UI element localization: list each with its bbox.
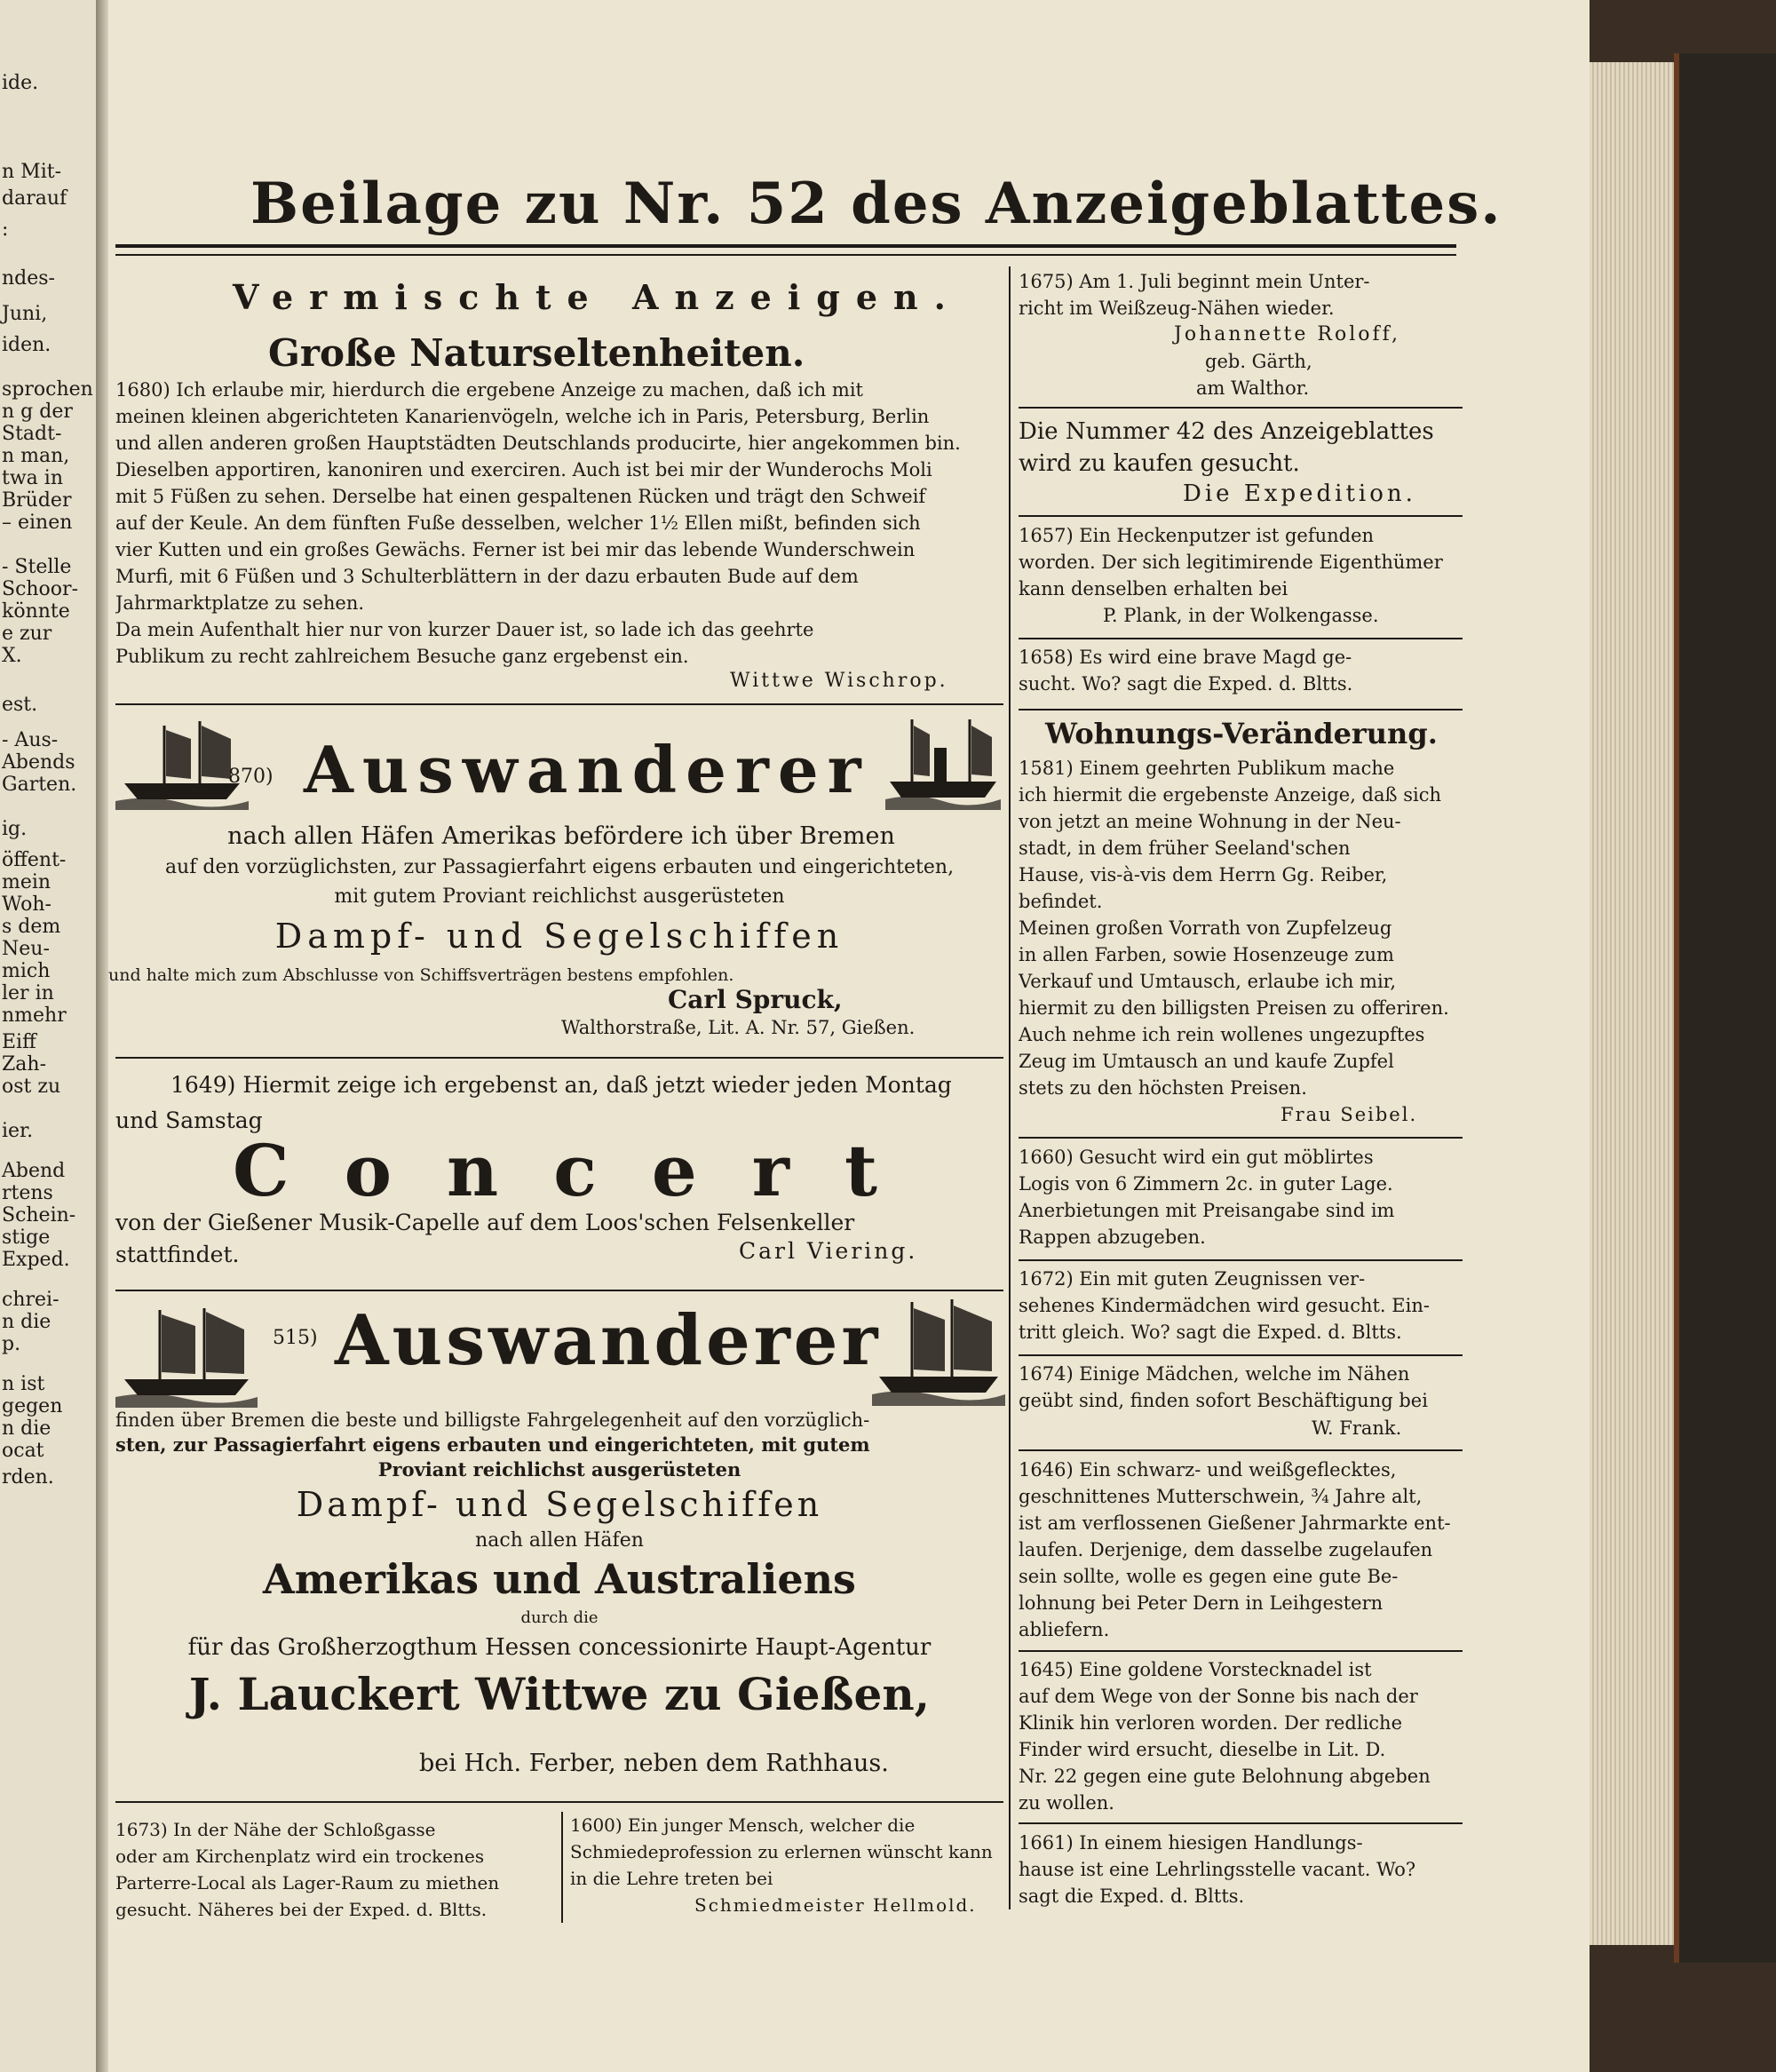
text-line: Dieselben apportiren, kanoniren und exerciren. Auch ist bei mir der Wunderochs Moli xyxy=(115,459,932,480)
text-line: Meinen großen Vorrath von Zupfelzeug xyxy=(1019,917,1392,939)
ad-870-line4: Dampf- und Segelschiffen xyxy=(274,917,844,956)
sailing-ship-icon xyxy=(115,1301,258,1408)
text-line: Murfi, mit 6 Füßen und 3 Schulterblättern in der dazu erbauten Bude auf dem xyxy=(115,566,859,587)
sailing-ship-icon xyxy=(115,712,249,810)
left-page-text: Exped. xyxy=(2,1249,70,1271)
text-line: stets zu den höchsten Preisen. xyxy=(1019,1077,1307,1099)
left-page-text: könnte xyxy=(2,600,70,623)
text-line: sein sollte, wolle es gegen eine gute Be- xyxy=(1019,1566,1399,1587)
text-line: hause ist eine Lehrlingsstelle vacant. Wo? xyxy=(1019,1859,1416,1880)
rule xyxy=(115,703,1003,705)
ad-515-line6: Amerikas und Australiens xyxy=(263,1555,856,1603)
book-gutter xyxy=(96,0,108,2072)
ad-1649-signature: Carl Viering. xyxy=(739,1238,918,1264)
left-page-text: p. xyxy=(2,1333,21,1355)
text-line: geschnittenes Mutterschwein, ¾ Jahre alt, xyxy=(1019,1486,1423,1507)
left-page-text: mich xyxy=(2,960,51,982)
text-line: hiermit zu den billigsten Preisen zu offeriren. xyxy=(1019,997,1449,1019)
text-line: Die Nummer 42 des Anzeigeblattes xyxy=(1019,418,1434,445)
left-page-text: rtens xyxy=(2,1182,53,1204)
rule xyxy=(1019,1822,1463,1824)
left-page-text: Juni, xyxy=(2,303,48,325)
ad-1600-signature: Schmiedmeister Hellmold. xyxy=(694,1894,977,1916)
ad-1680-heading: Große Naturseltenheiten. xyxy=(268,331,805,375)
text-line: befindet. xyxy=(1019,891,1103,912)
ad-870-line2: auf den vorzüglichsten, zur Passagierfahrt eigens erbauten und eingerichteten, xyxy=(164,856,955,878)
left-page-text: - Stelle xyxy=(2,556,72,578)
text-line: 1674) Einige Mädchen, welche im Nähen xyxy=(1019,1363,1410,1385)
page-title: Beilage zu Nr. 52 des Anzeigeblattes. xyxy=(250,171,1502,237)
ad-515-line5: nach allen Häfen xyxy=(475,1529,644,1552)
ad-515-heading: Auswanderer xyxy=(335,1300,882,1381)
ad-870-line1: nach allen Häfen Amerikas befördere ich über Bremen xyxy=(227,822,895,850)
text-line: in die Lehre treten bei xyxy=(570,1868,773,1889)
left-page-text: X. xyxy=(2,645,22,667)
rule xyxy=(1019,515,1463,517)
ad-870-line3: mit gutem Proviant reichlichst ausgerüsteten xyxy=(334,885,785,908)
left-page-text: rden. xyxy=(2,1466,54,1489)
ad-515-line9: J. Lauckert Wittwe zu Gießen, xyxy=(188,1668,931,1720)
text-line: Publikum zu recht zahlreichem Besuche ganz ergebenst ein. xyxy=(115,646,689,667)
rule xyxy=(1019,709,1463,711)
left-page-text: Zah- xyxy=(2,1053,47,1076)
ad-1675-sig2: geb. Gärth, xyxy=(1205,351,1312,372)
left-page-text: darauf xyxy=(2,187,67,210)
text-line: Verkauf und Umtausch, erlaube ich mir, xyxy=(1019,971,1397,992)
ad-1649-line4: stattfindet. xyxy=(115,1242,240,1267)
ad-1581-body xyxy=(1019,755,1463,1101)
text-line: 1660) Gesucht wird ein gut möblirtes xyxy=(1019,1147,1374,1168)
left-page-text: e zur xyxy=(2,623,52,645)
text-line: laufen. Derjenige, dem dasselbe zugelaufen xyxy=(1019,1539,1433,1560)
text-line: in allen Farben, sowie Hosenzeuge zum xyxy=(1019,944,1394,965)
text-line: oder am Kirchenplatz wird ein trockenes xyxy=(115,1846,485,1867)
ad-1672-body xyxy=(1019,1266,1463,1346)
text-line: sucht. Wo? sagt die Exped. d. Bltts. xyxy=(1019,673,1353,695)
ad-1680-body xyxy=(115,377,1003,670)
text-line: Nr. 22 gegen eine gute Belohnung abgeben xyxy=(1019,1766,1431,1787)
left-page-text: n ist xyxy=(2,1373,45,1395)
ad-515-line3: Proviant reichlichst ausgerüsteten xyxy=(377,1458,741,1481)
text-line: 1646) Ein schwarz- und weißgeflecktes, xyxy=(1019,1459,1397,1481)
text-line: 1600) Ein junger Mensch, welcher die xyxy=(570,1814,916,1836)
book-cover xyxy=(1674,53,1776,1963)
ad-870-address: Walthorstraße, Lit. A. Nr. 57, Gießen. xyxy=(561,1017,916,1038)
left-page-text: ler in xyxy=(2,982,54,1004)
left-page-text: n die xyxy=(2,1311,52,1333)
rule xyxy=(115,1057,1003,1059)
ad-1657-body xyxy=(1019,522,1463,602)
left-page-text: n Mit- xyxy=(2,161,61,183)
ad-515-line1: finden über Bremen die beste und billigste Fahrgelegenheit auf den vorzüglich- xyxy=(115,1409,870,1431)
text-line: 1673) In der Nähe der Schloßgasse xyxy=(115,1819,436,1840)
ad-1658-body xyxy=(1019,644,1463,697)
text-line: auf dem Wege von der Sonne bis nach der xyxy=(1019,1686,1418,1707)
text-line: mit 5 Füßen zu sehen. Derselbe hat einen gespaltenen Rücken und trägt den Schweif xyxy=(115,486,926,507)
ad-1680-signature: Wittwe Wischrop. xyxy=(730,670,948,692)
text-line: Parterre-Local als Lager-Raum zu miethen xyxy=(115,1872,500,1893)
ad-1675-sig3: am Walthor. xyxy=(1196,377,1310,399)
rule xyxy=(1019,1449,1463,1451)
ad-870-name: Carl Spruck, xyxy=(668,985,843,1014)
text-line: tritt gleich. Wo? sagt die Exped. d. Bltts. xyxy=(1019,1322,1402,1343)
ad-515-line7: durch die xyxy=(520,1608,599,1627)
left-page-text: iden. xyxy=(2,334,52,356)
left-page-text: sprochen xyxy=(2,378,93,401)
ad-515-number: 515) xyxy=(273,1327,318,1349)
page-edges xyxy=(1590,62,1674,1945)
text-line: Da mein Aufenthalt hier nur von kurzer Dauer ist, so lade ich das geehrte xyxy=(115,619,814,640)
text-line: 1658) Es wird eine brave Magd ge- xyxy=(1019,647,1352,668)
text-line: 1657) Ein Heckenputzer ist gefunden xyxy=(1019,525,1375,546)
left-page-text: nmehr xyxy=(2,1004,67,1027)
rule xyxy=(1019,1137,1463,1139)
text-line: Anerbietungen mit Preisangabe sind im xyxy=(1019,1200,1395,1221)
text-line: 1675) Am 1. Juli beginnt mein Unter- xyxy=(1019,271,1370,292)
left-page-text: Stadt- xyxy=(2,423,62,445)
text-line: sagt die Exped. d. Bltts. xyxy=(1019,1885,1245,1907)
text-line: ist am verflossenen Gießener Jahrmarkte ent- xyxy=(1019,1512,1451,1534)
rule xyxy=(1019,407,1463,409)
text-line: Finder wird ersucht, dieselbe in Lit. D. xyxy=(1019,1739,1386,1760)
left-page-text: öffent- xyxy=(2,849,67,871)
header-rule-thick xyxy=(115,244,1456,248)
ad-1675-sig1: Johannette Roloff, xyxy=(1174,323,1400,345)
text-line: Klinik hin verloren worden. Der redliche xyxy=(1019,1712,1402,1734)
text-line: von jetzt an meine Wohnung in der Neu- xyxy=(1019,811,1401,832)
left-page-text: n die xyxy=(2,1417,52,1440)
ad-1600-body xyxy=(570,1812,1005,1892)
left-page-text: Woh- xyxy=(2,893,52,916)
rule xyxy=(1019,1259,1463,1261)
text-line: Logis von 6 Zimmern 2c. in guter Lage. xyxy=(1019,1173,1393,1195)
left-page-text: ier. xyxy=(2,1120,34,1142)
ad-1674-signature: W. Frank. xyxy=(1312,1417,1402,1439)
text-line: Auch nehme ich rein wollenes ungezupftes xyxy=(1019,1024,1425,1045)
left-page-text: stige xyxy=(2,1227,51,1249)
text-line: Rappen abzugeben. xyxy=(1019,1227,1206,1248)
left-page-text: Eiff xyxy=(2,1031,36,1053)
text-line: 1672) Ein mit guten Zeugnissen ver- xyxy=(1019,1268,1366,1290)
section-heading: Vermischte Anzeigen. xyxy=(233,277,962,317)
left-page-text: – einen xyxy=(2,512,73,534)
text-line: richt im Weißzeug-Nähen wieder. xyxy=(1019,298,1335,319)
text-line: zu wollen. xyxy=(1019,1792,1114,1814)
text-line: meinen kleinen abgerichteten Kanarienvögeln, welche ich in Paris, Petersburg, Berlin xyxy=(115,406,930,427)
left-page-text: Garten. xyxy=(2,774,77,796)
ad-1646-body xyxy=(1019,1457,1463,1643)
ad-1649-line3: von der Gießener Musik-Capelle auf dem Loos'schen Felsenkeller xyxy=(115,1210,855,1235)
ad-1649-concert: Concert xyxy=(233,1129,932,1212)
ad-1674-body xyxy=(1019,1361,1463,1414)
ad-1675-body xyxy=(1019,268,1463,322)
left-page-fragment xyxy=(0,0,99,2072)
left-page-text: twa in xyxy=(2,467,63,489)
left-page-text: ndes- xyxy=(2,267,55,290)
ad-1661-body xyxy=(1019,1830,1463,1909)
text-line: 1581) Einem geehrten Publikum mache xyxy=(1019,758,1395,779)
text-line: gesucht. Näheres bei der Exped. d. Bltts. xyxy=(115,1899,488,1920)
ad-870-line5: und halte mich zum Abschlusse von Schiffsverträgen bestens empfohlen. xyxy=(108,965,734,985)
left-page-text: s dem xyxy=(2,916,61,938)
ad-1581-heading: Wohnungs-Veränderung. xyxy=(1045,717,1438,750)
ad-1649-line1: 1649) Hiermit zeige ich ergebenst an, daß jetzt wieder jeden Montag xyxy=(170,1072,952,1098)
mini-column-divider xyxy=(561,1812,563,1923)
text-line: 1680) Ich erlaube mir, hierdurch die ergebene Anzeige zu machen, daß ich mit xyxy=(115,379,863,401)
left-page-text: Schoor- xyxy=(2,578,79,600)
ad-1660-body xyxy=(1019,1144,1463,1250)
text-line: geübt sind, finden sofort Beschäftigung bei xyxy=(1019,1390,1428,1411)
ad-515-line2: sten, zur Passagierfahrt eigens erbauten und eingerichteten, mit gutem xyxy=(115,1433,870,1456)
ad-nummer42-signature: Die Expedition. xyxy=(1183,480,1416,507)
left-page-text: gegen xyxy=(2,1395,63,1417)
text-line: ich hiermit die ergebenste Anzeige, daß sich xyxy=(1019,784,1442,806)
rule xyxy=(115,1290,1003,1291)
ad-515-line10: bei Hch. Ferber, neben dem Rathhaus. xyxy=(419,1750,889,1777)
text-line: sehenes Kindermädchen wird gesucht. Ein- xyxy=(1019,1295,1430,1316)
left-page-text: ide. xyxy=(2,72,39,94)
steamship-icon xyxy=(885,712,1001,810)
left-page-text: Schein- xyxy=(2,1204,76,1227)
text-line: Schmiedeprofession zu erlernen wünscht kann xyxy=(570,1841,993,1862)
rule xyxy=(1019,1354,1463,1356)
sailing-ship-icon xyxy=(872,1295,1005,1406)
text-line: auf der Keule. An dem fünften Fuße desselben, welcher 1½ Ellen mißt, befinden sich xyxy=(115,512,921,534)
text-line: 1645) Eine goldene Vorstecknadel ist xyxy=(1019,1659,1372,1680)
text-line: wird zu kaufen gesucht. xyxy=(1019,450,1300,477)
header-rule-thin xyxy=(115,254,1456,256)
text-line: kann denselben erhalten bei xyxy=(1019,578,1288,599)
rule xyxy=(1019,1650,1463,1652)
text-line: vier Kutten und ein großes Gewächs. Ferner ist bei mir das lebende Wunderschwein xyxy=(115,539,916,560)
ad-515-line4: Dampf- und Segelschiffen xyxy=(296,1485,823,1524)
ad-1645-body xyxy=(1019,1656,1463,1816)
ad-870-number: 870) xyxy=(228,766,274,788)
left-page-text: Brüder xyxy=(2,489,72,512)
left-page-text: est. xyxy=(2,694,38,716)
ad-1657-signature: P. Plank, in der Wolkengasse. xyxy=(1103,605,1379,626)
text-line: worden. Der sich legitimirende Eigenthümer xyxy=(1019,552,1443,573)
ad-515-line8: für das Großherzogthum Hessen concessionirte Haupt-Agentur xyxy=(187,1634,932,1661)
ad-nummer42-body xyxy=(1019,416,1463,480)
left-page-text: Abend xyxy=(2,1160,66,1182)
left-page-text: Neu- xyxy=(2,938,50,960)
text-line: Hause, vis-à-vis dem Herrn Gg. Reiber, xyxy=(1019,864,1388,885)
column-divider xyxy=(1009,266,1011,1909)
text-line: 1661) In einem hiesigen Handlungs- xyxy=(1019,1832,1363,1854)
ad-1581-signature: Frau Seibel. xyxy=(1280,1104,1418,1125)
left-page-text: Abends xyxy=(2,751,75,774)
left-page-text: n man, xyxy=(2,445,70,467)
left-page-text: ost zu xyxy=(2,1076,61,1098)
left-page-text: - Aus- xyxy=(2,729,59,751)
left-page-text: ig. xyxy=(2,818,28,840)
ad-1673-body xyxy=(115,1816,555,1923)
text-line: stadt, in dem früher Seeland'schen xyxy=(1019,838,1351,859)
text-line: und allen anderen großen Hauptstädten Deutschlands producirte, hier angekommen bin. xyxy=(115,433,961,454)
text-line: Jahrmarktplatze zu sehen. xyxy=(115,592,365,614)
ad-870-heading: Auswanderer xyxy=(304,732,870,807)
rule xyxy=(1019,638,1463,639)
newspaper-page xyxy=(108,0,1590,2072)
left-page-text: : xyxy=(2,218,9,241)
text-line: abliefern. xyxy=(1019,1619,1110,1640)
text-line: Zeug im Umtausch an und kaufe Zupfel xyxy=(1019,1051,1394,1072)
ad-1649-line2: und Samstag xyxy=(115,1107,263,1133)
left-page-text: n g der xyxy=(2,401,73,423)
left-page-text: chrei- xyxy=(2,1289,59,1311)
left-page-text: ocat xyxy=(2,1440,44,1462)
text-line: lohnung bei Peter Dern in Leihgestern xyxy=(1019,1592,1384,1614)
rule xyxy=(115,1801,1003,1803)
left-page-text: mein xyxy=(2,871,52,893)
